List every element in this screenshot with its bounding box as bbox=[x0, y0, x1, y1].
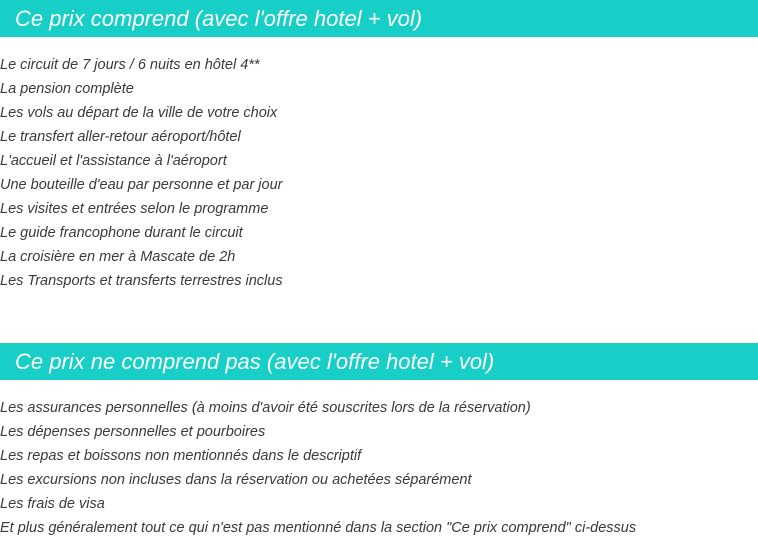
included-list-item: Les Transports et transferts terrestres inclus bbox=[0, 273, 283, 289]
excluded-items-list bbox=[0, 396, 636, 540]
included-list-item: Une bouteille d'eau par personne et par jour bbox=[0, 177, 283, 193]
included-list-item: La pension complète bbox=[0, 81, 134, 97]
excluded-section-title: Ce prix ne comprend pas (avec l'offre hotel + vol) bbox=[15, 348, 495, 374]
excluded-list-item: Les excursions non incluses dans la réservation ou achetées séparément bbox=[0, 472, 472, 488]
included-list-item: La croisière en mer à Mascate de 2h bbox=[0, 249, 236, 265]
included-list-item: Le guide francophone durant le circuit bbox=[0, 225, 243, 241]
included-section-title: Ce prix comprend (avec l'offre hotel + vol) bbox=[15, 5, 423, 31]
excluded-list-item: Les assurances personnelles (à moins d'avoir été souscrites lors de la réservation) bbox=[0, 400, 531, 416]
included-list-item: Le circuit de 7 jours / 6 nuits en hôtel 4** bbox=[0, 57, 260, 73]
included-section-header bbox=[0, 0, 758, 37]
included-list-item: Les visites et entrées selon le programme bbox=[0, 201, 269, 217]
excluded-list-item: Les frais de visa bbox=[0, 496, 105, 512]
excluded-list-item: Les repas et boissons non mentionnés dans le descriptif bbox=[0, 448, 362, 464]
included-items-list bbox=[0, 53, 283, 293]
included-list-item: Le transfert aller-retour aéroport/hôtel bbox=[0, 129, 241, 145]
excluded-section-header bbox=[0, 343, 758, 380]
included-list-item: L'accueil et l'assistance à l'aéroport bbox=[0, 153, 227, 169]
included-list-item: Les vols au départ de la ville de votre choix bbox=[0, 105, 278, 121]
excluded-list-item: Les dépenses personnelles et pourboires bbox=[0, 424, 266, 440]
excluded-list-item: Et plus généralement tout ce qui n'est pas mentionné dans la section "Ce prix comprend" ci-dessus bbox=[0, 520, 637, 536]
